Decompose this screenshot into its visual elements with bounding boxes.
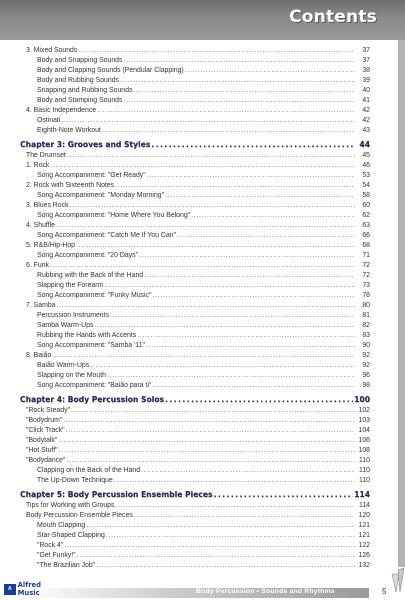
toc-entry[interactable] — [20, 191, 370, 201]
page-number: 5 — [382, 587, 387, 596]
toc-entry-page: 37 — [362, 47, 370, 54]
dot-leader — [66, 426, 355, 436]
toc-entry-page: 106 — [358, 437, 370, 444]
dot-leader — [106, 531, 355, 541]
toc-entry[interactable] — [20, 241, 370, 251]
toc-entry[interactable] — [20, 46, 370, 56]
toc-entry-page: 54 — [362, 182, 370, 189]
dot-leader — [71, 406, 355, 416]
toc-entry[interactable] — [20, 541, 370, 551]
toc-entry-label: Slapping on the Mouth — [37, 372, 106, 379]
header-bar — [0, 0, 405, 40]
dot-leader — [191, 211, 355, 221]
toc-entry-label: Song Accompaniment: "Catch Me If You Can" — [37, 232, 176, 239]
toc-entry[interactable] — [20, 281, 370, 291]
publisher-logo — [4, 582, 64, 596]
toc-entry-page: 78 — [362, 292, 370, 299]
toc-entry[interactable] — [20, 171, 370, 181]
toc-entry-label: 4. Shuffle — [26, 222, 55, 229]
dot-leader — [141, 466, 355, 476]
toc-entry-page: 90 — [362, 342, 370, 349]
footer — [0, 580, 405, 600]
toc-entry-page: 103 — [358, 417, 370, 424]
dot-leader — [64, 541, 355, 551]
toc-entry[interactable] — [20, 446, 370, 456]
toc-entry[interactable] — [20, 231, 370, 241]
toc-entry-page: 38 — [362, 67, 370, 74]
toc-entry-page: 60 — [362, 202, 370, 209]
toc-entry-label: Slapping the Forearm — [37, 282, 104, 289]
toc-entry-label: Song Accompaniment: "20 Days" — [37, 252, 139, 259]
publisher-logo-text: Alfred Music — [17, 581, 42, 597]
dot-leader — [213, 488, 353, 501]
toc-entry-page: 114 — [354, 490, 370, 499]
dot-leader — [115, 501, 355, 511]
toc-entry-page: 114 — [359, 502, 370, 509]
dot-leader — [120, 76, 355, 86]
toc-entry[interactable] — [20, 456, 370, 466]
dot-leader — [67, 151, 355, 161]
toc-entry[interactable] — [20, 86, 370, 96]
toc-entry[interactable] — [20, 466, 370, 476]
toc-entry-label: The Drumset — [26, 152, 66, 159]
dot-leader — [139, 251, 355, 261]
toc-entry-page: 108 — [358, 447, 370, 454]
dot-leader — [56, 221, 355, 231]
dot-leader — [185, 66, 355, 76]
toc-entry-page: 132 — [358, 562, 370, 569]
toc-entry-label: Clapping on the Back of the Hand — [37, 467, 141, 474]
toc-entry[interactable] — [20, 151, 370, 161]
toc-entry-label: Song Accompaniment: "Funky Music" — [37, 292, 152, 299]
dot-leader — [70, 201, 355, 211]
toc-entry-page: 72 — [362, 262, 370, 269]
toc-entry[interactable] — [20, 301, 370, 311]
toc-chapter-heading[interactable] — [20, 393, 370, 406]
toc-entry[interactable] — [20, 96, 370, 106]
toc-entry-label: 1. Rock — [26, 162, 50, 169]
toc-entry[interactable] — [20, 271, 370, 281]
toc-entry[interactable] — [20, 126, 370, 136]
dot-leader — [144, 271, 355, 281]
toc-entry-label: 5. R&B/Hip-Hop — [26, 242, 76, 249]
toc-entry[interactable] — [20, 201, 370, 211]
toc-entry-label: Eighth-Note Workout — [37, 127, 101, 134]
dot-leader — [134, 511, 355, 521]
dot-leader — [146, 341, 355, 351]
toc-entry-label: "Bodytalk" — [26, 437, 58, 444]
toc-entry-label: Mouth Clapping — [37, 522, 86, 529]
toc-entry[interactable] — [20, 116, 370, 126]
dot-leader — [57, 301, 356, 311]
toc-entry[interactable] — [20, 511, 370, 521]
toc-entry-label: Rubbing the Hands with Accents — [37, 332, 137, 339]
toc-entry[interactable] — [20, 341, 370, 351]
toc-entry[interactable] — [20, 181, 370, 191]
toc-entry-page: 45 — [362, 152, 370, 159]
dot-leader — [102, 126, 355, 136]
dot-leader — [61, 116, 355, 126]
toc-entry-label: 8. Baião — [26, 352, 52, 359]
toc-entry-page: 126 — [358, 552, 370, 559]
dot-leader — [50, 161, 355, 171]
toc-entry-page: 73 — [362, 282, 370, 289]
toc-entry-label: Body and Clapping Sounds (Pendular Clapping) — [37, 67, 184, 74]
toc-entry-label: Percussion Instruments — [37, 312, 109, 319]
toc-entry[interactable] — [20, 261, 370, 271]
dot-leader — [97, 106, 355, 116]
table-of-contents — [20, 46, 370, 571]
toc-entry-label: "Rock Steady" — [26, 407, 70, 414]
toc-entry[interactable] — [20, 76, 370, 86]
toc-entry-label: Chapter 3: Grooves and Styles — [20, 140, 151, 149]
dot-leader — [110, 311, 355, 321]
dot-leader — [147, 171, 355, 181]
toc-entry[interactable] — [20, 221, 370, 231]
toc-entry-page: 42 — [362, 117, 370, 124]
toc-entry-label: Song Accompaniment: "Baião para ti" — [37, 382, 152, 389]
dot-leader — [76, 241, 355, 251]
toc-entry-label: Tips for Working with Groups — [26, 502, 115, 509]
toc-entry[interactable] — [20, 381, 370, 391]
dot-leader — [77, 551, 355, 561]
toc-entry-page: 43 — [362, 127, 370, 134]
toc-entry[interactable] — [20, 251, 370, 261]
dot-leader — [137, 331, 355, 341]
toc-entry-page: 66 — [362, 232, 370, 239]
toc-entry-label: 6. Funk — [26, 262, 49, 269]
toc-entry-label: Song Accompaniment: "Home Where You Belong" — [37, 212, 191, 219]
alfred-logo-icon: A — [4, 584, 16, 595]
toc-entry-page: 37 — [362, 57, 370, 64]
toc-chapter-heading[interactable] — [20, 138, 370, 151]
dot-leader — [152, 381, 355, 391]
toc-entry-label: 2. Rock with Sixteenth Notes — [26, 182, 115, 189]
toc-entry[interactable] — [20, 371, 370, 381]
toc-entry-page: 102 — [358, 407, 370, 414]
dot-leader — [66, 456, 355, 466]
toc-entry[interactable] — [20, 561, 370, 571]
toc-entry[interactable] — [20, 361, 370, 371]
toc-entry-page: 104 — [358, 427, 370, 434]
toc-entry-page: 92 — [362, 362, 370, 369]
dot-leader — [86, 521, 355, 531]
toc-entry-page: 81 — [362, 312, 370, 319]
toc-entry[interactable] — [20, 351, 370, 361]
toc-entry-label: "Rock 4" — [37, 542, 64, 549]
toc-entry-label: Baião Warm-Ups — [37, 362, 90, 369]
toc-entry-page: 82 — [362, 322, 370, 329]
toc-entry-page: 42 — [362, 107, 370, 114]
toc-entry[interactable] — [20, 321, 370, 331]
toc-entry-label: Body and Rubbing Sounds — [37, 77, 119, 84]
toc-entry-page: 58 — [362, 192, 370, 199]
toc-entry[interactable] — [20, 436, 370, 446]
toc-entry[interactable] — [20, 551, 370, 561]
toc-entry-label: Ostinati — [37, 117, 61, 124]
dot-leader — [107, 371, 355, 381]
dot-leader — [90, 361, 355, 371]
dot-leader — [165, 191, 355, 201]
toc-entry-label: Chapter 5: Body Percussion Ensemble Pieces — [20, 490, 213, 499]
toc-chapter-heading[interactable] — [20, 488, 370, 501]
toc-entry-page: 71 — [362, 252, 370, 259]
toc-entry-label: "The Brazilian Job" — [37, 562, 96, 569]
toc-entry-label: "Get Funky!" — [37, 552, 76, 559]
dot-leader — [151, 138, 355, 151]
toc-entry-label: 3. Mixed Sounds — [26, 47, 78, 54]
dot-leader — [152, 291, 355, 301]
dot-leader — [133, 86, 355, 96]
toc-entry-label: Song Accompaniment: "Get Ready" — [37, 172, 146, 179]
dot-leader — [94, 321, 355, 331]
toc-entry-label: Body Percussion Ensemble Pieces — [26, 512, 133, 519]
toc-entry-label: "Bodydance" — [26, 457, 66, 464]
dot-leader — [114, 476, 355, 486]
toc-entry-page: 100 — [354, 395, 370, 404]
dot-leader — [123, 56, 355, 66]
toc-entry-label: Rubbing with the Back of the Hand — [37, 272, 144, 279]
toc-entry[interactable] — [20, 331, 370, 341]
toc-entry-label: 3. Blues Rock — [26, 202, 69, 209]
toc-entry-label: Snapping and Rubbing Sounds — [37, 87, 133, 94]
toc-entry[interactable] — [20, 161, 370, 171]
right-edge-strip — [398, 40, 405, 567]
toc-entry[interactable] — [20, 56, 370, 66]
toc-entry[interactable] — [20, 66, 370, 76]
page-title: Contents — [289, 7, 377, 27]
toc-entry-label: Body and Stamping Sounds — [37, 97, 123, 104]
toc-entry[interactable] — [20, 426, 370, 436]
toc-entry[interactable] — [20, 531, 370, 541]
toc-entry-page: 92 — [362, 352, 370, 359]
toc-entry[interactable] — [20, 211, 370, 221]
toc-entry-page: 120 — [358, 512, 370, 519]
toc-entry-label: 4. Basic Independence — [26, 107, 97, 114]
toc-entry-page: 41 — [362, 97, 370, 104]
dot-leader — [177, 231, 355, 241]
toc-entry-label: "Hot Stuff" — [26, 447, 58, 454]
toc-entry[interactable] — [20, 416, 370, 426]
toc-entry-label: "Bodydrum" — [26, 417, 63, 424]
toc-entry-page: 62 — [362, 212, 370, 219]
toc-entry-label: Song Accompaniment: "Monday Morning" — [37, 192, 165, 199]
toc-entry-label: Body and Snapping Sounds — [37, 57, 123, 64]
toc-entry[interactable] — [20, 406, 370, 416]
dot-leader — [115, 181, 355, 191]
toc-entry-page: 96 — [362, 372, 370, 379]
toc-entry-page: 68 — [362, 242, 370, 249]
toc-entry-page: 110 — [359, 477, 370, 484]
toc-entry-label: Chapter 4: Body Percussion Solos — [20, 395, 165, 404]
toc-entry-page: 72 — [362, 272, 370, 279]
toc-entry[interactable] — [20, 106, 370, 116]
dot-leader — [104, 281, 355, 291]
toc-entry-page: 53 — [362, 172, 370, 179]
toc-entry-page: 121 — [358, 532, 370, 539]
dot-leader — [165, 393, 353, 406]
dot-leader — [58, 436, 355, 446]
toc-entry-page: 39 — [362, 77, 370, 84]
toc-entry[interactable] — [20, 521, 370, 531]
toc-entry-label: 7. Samba — [26, 302, 56, 309]
toc-entry-label: The Up-Down Technique — [37, 477, 113, 484]
toc-entry-label: "Click Track" — [26, 427, 65, 434]
toc-entry[interactable] — [20, 476, 370, 486]
dot-leader — [123, 96, 355, 106]
toc-entry-page: 83 — [362, 332, 370, 339]
toc-entry[interactable] — [20, 291, 370, 301]
toc-entry-page: 40 — [362, 87, 370, 94]
leaf-decoration-icon — [390, 562, 405, 600]
toc-entry-page: 121 — [358, 522, 370, 529]
toc-entry[interactable] — [20, 501, 370, 511]
dot-leader — [96, 561, 355, 571]
dot-leader — [78, 46, 355, 56]
toc-entry-page: 46 — [362, 162, 370, 169]
toc-entry-label: Song Accompaniment: "Samba '11" — [37, 342, 145, 349]
toc-entry-label: Samba Warm-Ups — [37, 322, 94, 329]
dot-leader — [52, 351, 355, 361]
toc-entry-page: 44 — [359, 140, 370, 149]
toc-entry-page: 98 — [362, 382, 370, 389]
toc-entry-page: 80 — [362, 302, 370, 309]
toc-entry-page: 63 — [362, 222, 370, 229]
dot-leader — [59, 446, 355, 456]
toc-entry[interactable] — [20, 311, 370, 321]
toc-entry-page: 122 — [358, 542, 370, 549]
running-title: Body Percussion • Sounds and Rhythms — [196, 588, 335, 595]
toc-entry-page: 110 — [359, 457, 370, 464]
toc-entry-label: Star-Shaped Clapping — [37, 532, 105, 539]
dot-leader — [63, 416, 355, 426]
toc-entry-page: 110 — [359, 467, 370, 474]
dot-leader — [50, 261, 355, 271]
